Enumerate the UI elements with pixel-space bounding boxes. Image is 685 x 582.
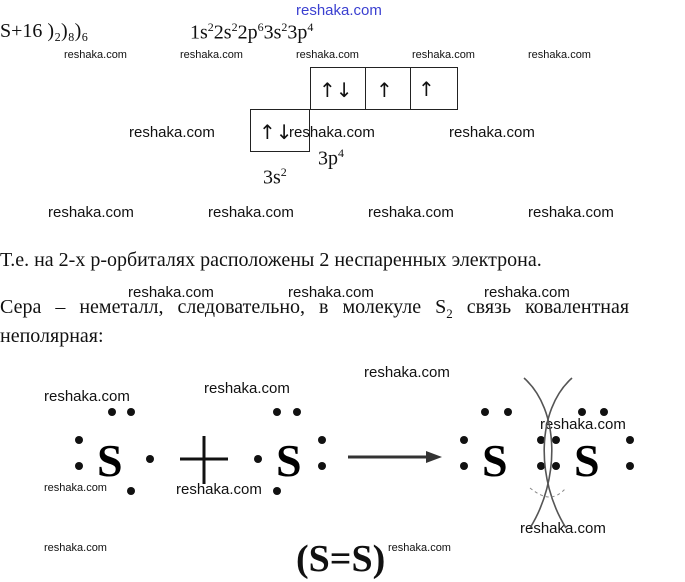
electron-dot bbox=[75, 436, 83, 444]
watermark[interactable]: reshaka.com bbox=[364, 364, 450, 381]
text-sulfur-b: связь ковалентная bbox=[452, 296, 630, 318]
sulfur-atom-right: S bbox=[574, 435, 600, 486]
watermark[interactable]: reshaka.com bbox=[289, 124, 375, 141]
electron-dot bbox=[504, 408, 512, 416]
result-formula: (S=S) bbox=[296, 538, 386, 580]
watermark[interactable]: reshaka.com bbox=[296, 49, 359, 61]
electron-dot bbox=[481, 408, 489, 416]
electron-dot bbox=[578, 408, 586, 416]
text-sulfur-sub: 2 bbox=[446, 306, 453, 321]
watermark[interactable]: reshaka.com bbox=[64, 49, 127, 61]
text-unpaired-electrons: Т.е. на 2-х р-орбиталях расположены 2 неспаренных электрона. bbox=[0, 249, 542, 271]
watermark[interactable]: reshaka.com bbox=[44, 542, 107, 554]
label-3p-text: 3p bbox=[318, 147, 338, 170]
electron-dot bbox=[626, 436, 634, 444]
electron-dot bbox=[75, 462, 83, 470]
shared-electron-dot bbox=[537, 462, 545, 470]
label-3p-sup: 4 bbox=[338, 146, 344, 160]
electron-single-arrow: ↑ bbox=[376, 78, 393, 102]
label-3s-sup: 2 bbox=[280, 165, 287, 179]
electron-dot bbox=[460, 462, 468, 470]
electron-dot bbox=[318, 436, 326, 444]
sulfur-atom-1: S bbox=[97, 435, 123, 486]
text-sulfur-a: Сера – неметалл, следовательно, в молекуле S bbox=[0, 296, 447, 318]
electron-dot bbox=[127, 408, 135, 416]
watermark[interactable]: reshaka.com bbox=[44, 388, 130, 405]
watermark[interactable]: reshaka.com bbox=[44, 482, 107, 494]
formula-3p-sup: 4 bbox=[307, 20, 314, 34]
label-3s-text: 3s bbox=[263, 166, 281, 189]
watermark[interactable]: reshaka.com bbox=[176, 481, 262, 498]
orbital-overlap-dashed bbox=[530, 488, 566, 497]
formula-3p: 3p bbox=[287, 21, 308, 44]
electron-dot bbox=[273, 487, 281, 495]
orbital-overlap-curve bbox=[544, 378, 572, 528]
watermark[interactable]: reshaka.com bbox=[204, 380, 290, 397]
orbital-overlap-curve bbox=[524, 378, 552, 528]
watermark[interactable]: reshaka.com bbox=[128, 284, 214, 301]
watermark[interactable]: reshaka.com bbox=[208, 204, 294, 221]
watermark[interactable]: reshaka.com bbox=[520, 520, 606, 537]
watermark[interactable]: reshaka.com bbox=[412, 49, 475, 61]
sulfur-atom-left: S bbox=[482, 435, 508, 486]
electron-dot bbox=[600, 408, 608, 416]
text-sulfur-paragraph-line2: неполярная: bbox=[0, 325, 104, 347]
watermark[interactable]: reshaka.com bbox=[129, 124, 215, 141]
formula-2s-sup: 2 bbox=[231, 20, 238, 34]
formula-1s-sup: 2 bbox=[207, 20, 214, 34]
reaction-arrow-head bbox=[426, 451, 442, 463]
shared-electron-dot bbox=[552, 436, 560, 444]
atom-structure: S+16 )₂)₈)₆ bbox=[0, 20, 89, 42]
formula-2p: 2p bbox=[237, 21, 258, 44]
shared-electron-dot bbox=[552, 462, 560, 470]
electron-dot bbox=[273, 408, 281, 416]
electron-dot bbox=[318, 462, 326, 470]
sulfur-atom-2: S bbox=[276, 435, 302, 486]
watermark[interactable]: reshaka.com bbox=[540, 416, 626, 433]
formula-2p-sup: 6 bbox=[257, 20, 264, 34]
electron-dot bbox=[293, 408, 301, 416]
formula-2s: 2s bbox=[213, 21, 232, 44]
electron-dot bbox=[108, 408, 116, 416]
electron-dot bbox=[254, 455, 262, 463]
electron-pair-arrows: ↑↓ bbox=[259, 120, 293, 144]
watermark[interactable]: reshaka.com bbox=[388, 542, 451, 554]
electron-dot bbox=[127, 487, 135, 495]
electron-single-arrow: ↑ bbox=[418, 77, 435, 101]
watermark[interactable]: reshaka.com bbox=[449, 124, 535, 141]
formula-3s: 3s bbox=[263, 21, 282, 44]
watermark[interactable]: reshaka.com bbox=[528, 49, 591, 61]
watermark[interactable]: reshaka.com bbox=[48, 204, 134, 221]
watermark[interactable]: reshaka.com bbox=[180, 49, 243, 61]
formula-1s: 1s bbox=[190, 21, 208, 44]
watermark[interactable]: reshaka.com bbox=[288, 284, 374, 301]
watermark-top[interactable]: reshaka.com bbox=[296, 2, 382, 19]
formula-3s-sup: 2 bbox=[281, 20, 288, 34]
watermark[interactable]: reshaka.com bbox=[528, 204, 614, 221]
watermark[interactable]: reshaka.com bbox=[368, 204, 454, 221]
electron-pair-arrows: ↑↓ bbox=[319, 78, 353, 102]
electron-dot bbox=[626, 462, 634, 470]
electron-dot bbox=[460, 436, 468, 444]
electron-dot bbox=[146, 455, 154, 463]
watermark[interactable]: reshaka.com bbox=[484, 284, 570, 301]
